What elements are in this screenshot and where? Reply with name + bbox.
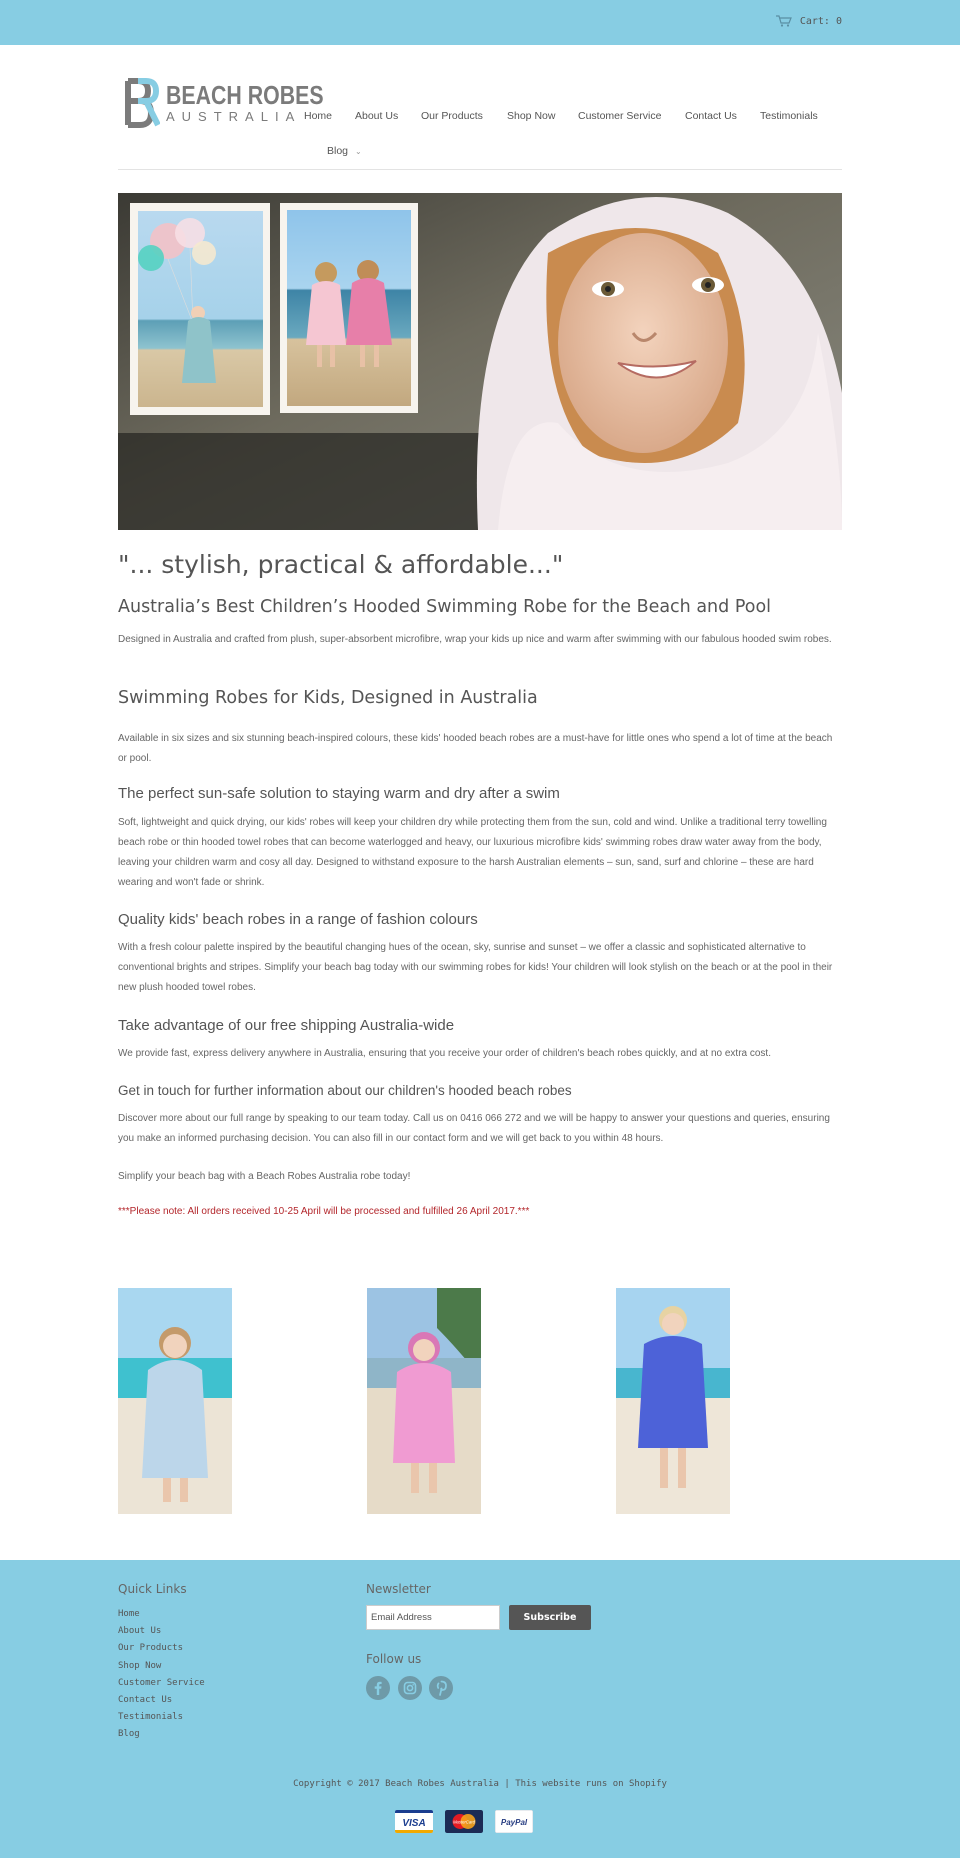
section-heading-contact: Get in touch for further information about our children's hooded beach robes — [118, 1083, 572, 1098]
nav-contact-us[interactable]: Contact Us — [685, 110, 737, 122]
footer-link-our-products[interactable]: Our Products — [118, 1643, 184, 1654]
paragraph-sun-safe: Soft, lightweight and quick drying, our kids' robes will keep your children dry while protecting them from the sun, cold and wind. Unlike a traditional terry towelling beach robe or thin hooded towel robes that can become waterlogged and heavy, our luxurious microfibre kids' swimming robes draw water away from the body, leaving your children warm and cosy all day. Designed to withstand exposure to the harsh Australian elements – sun, sand, surf and chlorine – these are hard wearing and won't fade or shrink. — [118, 817, 827, 888]
nav-blog-label: Blog — [327, 145, 349, 157]
section-heading-colours: Quality kids' beach robes in a range of fashion colours — [118, 911, 478, 928]
product-image-pink-robe[interactable] — [367, 1288, 481, 1514]
cart-label[interactable]: Cart: 0 — [799, 15, 842, 27]
product-image-navy-robe[interactable] — [616, 1288, 730, 1514]
visa-icon — [395, 1810, 433, 1833]
quick-links-list — [118, 1606, 205, 1744]
nav-testimonials[interactable]: Testimonials — [760, 110, 818, 122]
top-bar — [0, 0, 960, 45]
mastercard-icon — [445, 1810, 483, 1833]
nav-blog[interactable] — [327, 145, 362, 157]
newsletter-title: Newsletter — [366, 1582, 431, 1596]
paragraph-contact: Discover more about our full range by speaking to our team today. Call us on 0416 066 272 and we will be happy to answer your questions and queries, ensuring you make an informed purchasing decision. You can also fill in our contact form and we will get back to you within 48 hours. — [118, 1113, 830, 1144]
subscribe-button[interactable]: Subscribe — [509, 1605, 591, 1630]
visa-label: VISA — [402, 1818, 426, 1829]
paypal-label: PayPal — [500, 1818, 528, 1827]
footer-link-contact-us[interactable]: Contact Us — [118, 1695, 173, 1706]
paypal-icon — [495, 1810, 533, 1833]
paragraph-colours: With a fresh colour palette inspired by the beautiful changing hues of the ocean, sky, sunrise and sunset – we offer a classic and sophisticated alternative to conventional brights and stripes. Simplify your beach bag today with our swimming robes for kids! Your children will look stylish on the beach or at the pool in their new plush hooded towel robes. — [118, 942, 833, 993]
section-heading-shipping: Take advantage of our free shipping Australia-wide — [118, 1017, 455, 1034]
mastercard-label: MasterCard — [453, 1819, 475, 1825]
product-image-blue-robe[interactable] — [118, 1288, 232, 1514]
footer-link-about-us[interactable]: About Us — [118, 1626, 162, 1637]
footer-link-home[interactable]: Home — [118, 1609, 140, 1619]
main-heading: Australia’s Best Children’s Hooded Swimming Robe for the Beach and Pool — [118, 597, 772, 617]
order-notice: ***Please note: All orders received 10-25 April will be processed and fulfilled 26 April 2017.*** — [118, 1206, 530, 1217]
footer-link-customer-service[interactable]: Customer Service — [118, 1677, 205, 1688]
nav-our-products[interactable]: Our Products — [421, 110, 483, 122]
pinterest-icon[interactable] — [429, 1676, 453, 1700]
footer-link-shop-now[interactable]: Shop Now — [118, 1660, 162, 1671]
quick-links-title: Quick Links — [118, 1582, 187, 1596]
cart-link[interactable] — [776, 15, 842, 27]
section-heading-sun-safe: The perfect sun-safe solution to staying warm and dry after a swim — [118, 785, 560, 802]
footer-link-blog[interactable]: Blog — [118, 1729, 140, 1740]
instagram-icon[interactable] — [398, 1676, 422, 1700]
tagline-heading: "... stylish, practical & affordable..." — [118, 550, 564, 579]
paragraph-shipping: We provide fast, express delivery anywhere in Australia, ensuring that you receive your order of children's beach robes quickly, and at no extra cost. — [118, 1048, 771, 1059]
cart-icon — [776, 15, 792, 27]
nav-about-us[interactable]: About Us — [355, 110, 399, 122]
chevron-down-icon: ⌄ — [354, 147, 362, 156]
intro-paragraph: Designed in Australia and crafted from plush, super-absorbent microfibre, wrap your kids up nice and warm after swimming with our fabulous hooded swim robes. — [118, 634, 832, 645]
copyright-text: Copyright © 2017 Beach Robes Australia | This website runs on Shopify — [293, 1779, 667, 1789]
hero-banner-image — [118, 193, 842, 530]
nav-shop-now[interactable]: Shop Now — [507, 110, 556, 122]
newsletter-email-input[interactable]: Email Address — [366, 1605, 500, 1630]
footer — [0, 1560, 960, 1858]
footer-link-testimonials[interactable]: Testimonials — [118, 1712, 184, 1723]
nav-divider — [118, 169, 842, 170]
logo-br-mark-icon — [124, 77, 160, 129]
follow-us-title: Follow us — [366, 1652, 422, 1666]
paragraph-simplify: Simplify your beach bag with a Beach Robes Australia robe today! — [118, 1171, 411, 1182]
facebook-icon[interactable] — [366, 1676, 390, 1700]
nav-home[interactable]: Home — [304, 110, 333, 122]
nav-customer-service[interactable]: Customer Service — [578, 110, 662, 122]
paragraph-sizes: Available in six sizes and six stunning beach-inspired colours, these kids' hooded beach robes are a must-have for little ones who spend a lot of time at the beach or pool. — [118, 733, 833, 764]
section-heading-designed: Swimming Robes for Kids, Designed in Australia — [118, 688, 538, 708]
logo-subtitle: AUSTRALIA — [166, 108, 302, 124]
logo-title: BEACH ROBES — [166, 79, 324, 110]
